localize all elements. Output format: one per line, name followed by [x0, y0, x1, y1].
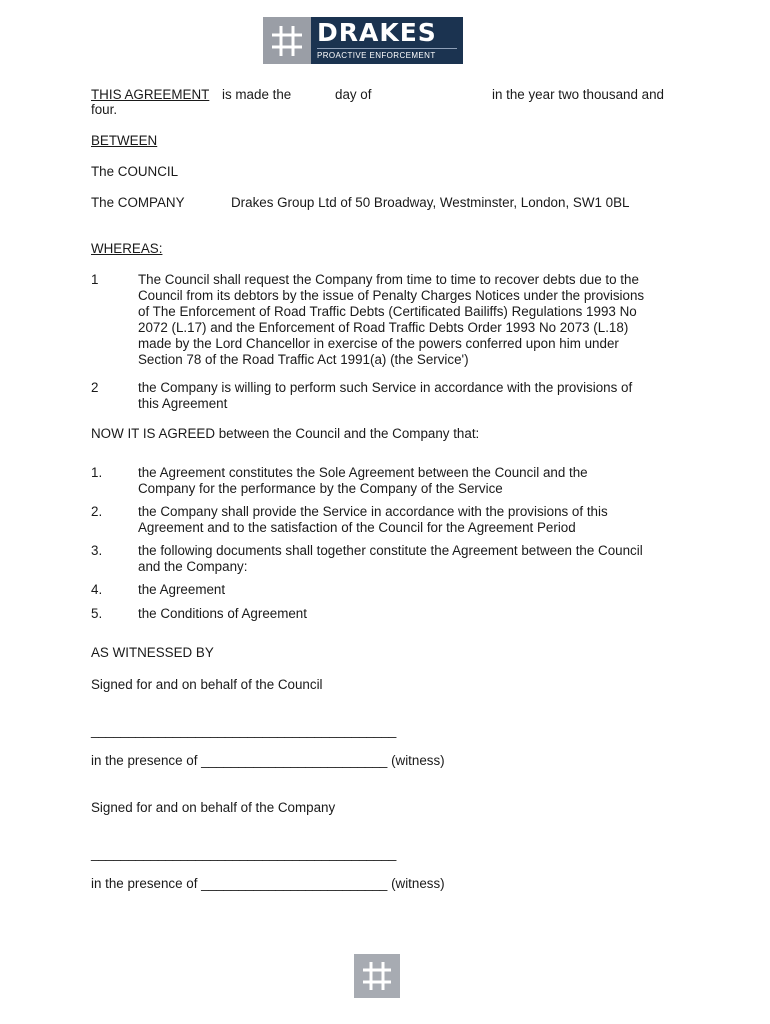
company-signature-line[interactable]: _________________________________________ — [91, 846, 397, 861]
clause-line: Company for the performance by the Company of the Service — [138, 481, 503, 496]
drakes-logo — [263, 17, 463, 64]
year-continuation: four. — [91, 102, 118, 117]
council-signature-line[interactable]: _________________________________________ — [91, 723, 397, 738]
whereas-heading: WHEREAS: — [91, 241, 163, 256]
council-witness-line[interactable]: in the presence of _________________________ (witness) — [91, 753, 445, 768]
between-heading: BETWEEN — [91, 133, 158, 148]
footer-grid-icon — [354, 954, 400, 998]
signed-company-text: Signed for and on behalf of the Company — [91, 800, 336, 815]
recital-number: 1 — [91, 272, 99, 287]
year-text: in the year two thousand and — [492, 87, 664, 102]
clause-line: and the Company: — [138, 559, 248, 574]
recital-number: 2 — [91, 380, 99, 395]
clause-2 — [138, 504, 678, 536]
recital-2 — [138, 380, 678, 412]
agreement-lead: THIS AGREEMENT — [91, 87, 210, 102]
clause-number: 4. — [91, 582, 103, 597]
clause-4 — [138, 582, 678, 598]
council-label: The COUNCIL — [91, 164, 179, 179]
recital-line: Section 78 of the Road Traffic Act 1991(a) (the Service') — [138, 352, 469, 367]
logo-brand: DRAKES — [317, 18, 437, 47]
recital-line: this Agreement — [138, 396, 228, 411]
clause-line: the Company shall provide the Service in accordance with the provisions of this — [138, 504, 608, 519]
clause-line: the following documents shall together constitute the Agreement between the Council — [138, 543, 643, 558]
company-label: The COMPANY — [91, 195, 185, 210]
made-the-text: is made the — [222, 87, 292, 102]
signed-council-text: Signed for and on behalf of the Council — [91, 677, 323, 692]
logo-tagline: PROACTIVE ENFORCEMENT — [317, 48, 457, 61]
recital-line: the Company is willing to perform such Service in accordance with the provisions of — [138, 380, 633, 395]
recital-line: 2072 (L.17) and the Enforcement of Road Traffic Debts Order 1993 No 2073 (L.18) — [138, 320, 629, 335]
recital-1 — [138, 272, 678, 368]
company-value: Drakes Group Ltd of 50 Broadway, Westminster, London, SW1 0BL — [231, 195, 630, 210]
clause-1 — [138, 465, 678, 497]
clause-line: the Agreement constitutes the Sole Agreement between the Council and the — [138, 465, 588, 480]
clause-3 — [138, 543, 678, 575]
witnessed-heading: AS WITNESSED BY — [91, 645, 214, 660]
grid-icon — [263, 17, 311, 64]
day-of-text: day of — [335, 87, 372, 102]
clause-number: 2. — [91, 504, 103, 519]
clause-5 — [138, 606, 678, 622]
clause-number: 3. — [91, 543, 103, 558]
clause-line: the Agreement — [138, 582, 226, 597]
now-agreed-text: NOW IT IS AGREED between the Council and the Company that: — [91, 426, 480, 441]
recital-line: of The Enforcement of Road Traffic Debts (Certificated Bailiffs) Regulations 1993 No — [138, 304, 637, 319]
recital-line: made by the Lord Chancellor in exercise of the powers conferred upon him under — [138, 336, 619, 351]
recital-line: Council from its debtors by the issue of Penalty Charges Notices under the provisions — [138, 288, 645, 303]
clause-number: 1. — [91, 465, 103, 480]
clause-line: Agreement and to the satisfaction of the Council for the Agreement Period — [138, 520, 576, 535]
recital-line: The Council shall request the Company from time to time to recover debts due to the — [138, 272, 639, 287]
clause-number: 5. — [91, 606, 103, 621]
clause-line: the Conditions of Agreement — [138, 606, 307, 621]
company-witness-line[interactable]: in the presence of _________________________ (witness) — [91, 876, 445, 891]
